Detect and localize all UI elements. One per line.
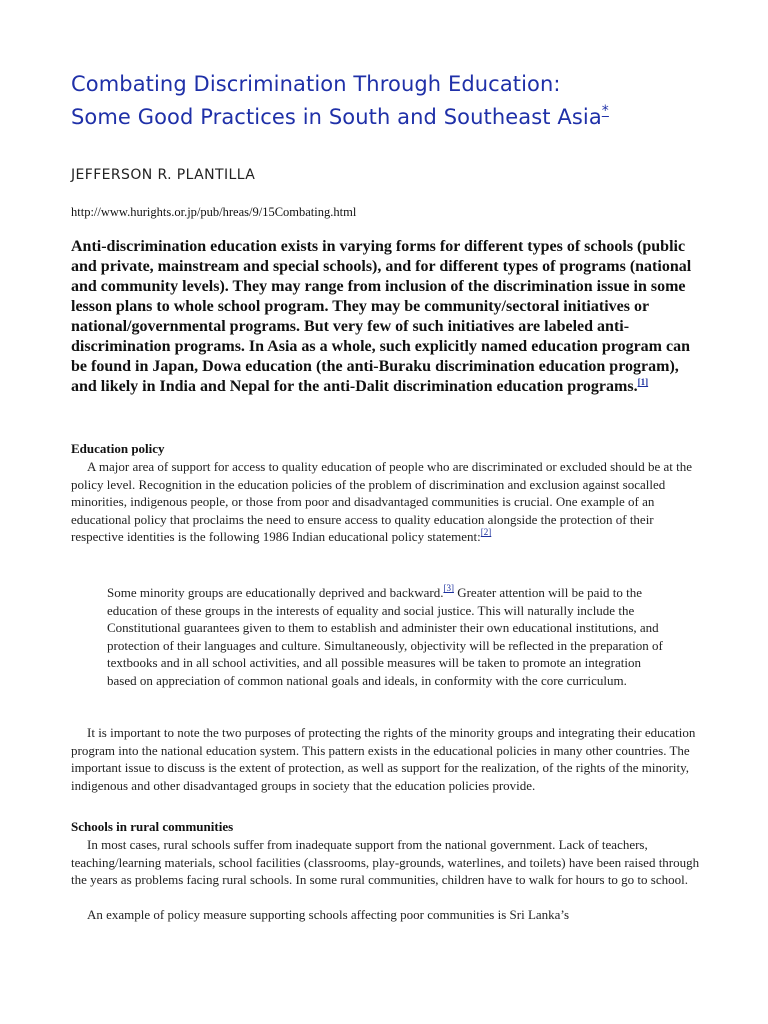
education-policy-paragraph-2: It is important to note the two purposes of protecting the rights of the minority groups and integrating their education program into the national education system. This pattern exists in the educational policies in many other countries. The important issue to discuss is the extent of protection, as well as support for the realization, of the rights of the minority, indigenous and other disadvantaged groups in society that the education policies provide. — [71, 725, 696, 793]
title-line-1: Combating Discrimination Through Education: — [71, 72, 561, 96]
policy-quote-block — [107, 584, 667, 690]
title-line-2: Some Good Practices in South and Southeast Asia — [71, 105, 602, 129]
section-heading-education-policy: Education policy — [71, 441, 165, 456]
education-policy-paragraph-1 — [71, 458, 701, 546]
lead-paragraph — [71, 237, 701, 397]
footnote-link-2[interactable]: [2] — [480, 527, 492, 538]
source-url: http://www.hurights.or.jp/pub/hreas/9/15Combating.html — [71, 205, 357, 219]
footnote-link-3[interactable]: [3] — [443, 583, 454, 593]
education-policy-text-1: A major area of support for access to quality education of people who are discriminated or excluded should be at the policy level. Recognition in the education policies of the problem of discrimination and exclusion against socalled minorities, indigenous people, or those from poor and disadvantaged communities is crucial. One example of an educational policy that proclaims the need to ensure access to quality education alongside the protection of their respective identities is the following 1986 Indian educational policy statement: — [71, 459, 693, 545]
section-heading-rural-schools: Schools in rural communities — [71, 819, 234, 834]
lead-text: Anti-discrimination education exists in varying forms for different types of schools (public and private, mainstream and special schools), and for different types of programs (national and community levels). They may range from inclusion of the discrimination issue in some lesson plans to whole school program. They may be community/sectoral initiatives or national/governmental programs. But very few of such initiatives are labeled anti-discrimination programs. In Asia as a whole, such explicitly named education program can be found in Japan, Dowa education (the anti-Buraku discrimination education program), and likely in India and Nepal for the anti-Dalit discrimination education programs. — [71, 238, 692, 395]
document-title — [71, 68, 711, 134]
author-name: JEFFERSON R. PLANTILLA — [71, 167, 256, 183]
title-footnote-link[interactable]: * — [601, 103, 609, 119]
quote-text-part-2: Greater attention will be paid to the education of these groups in the interests of equality and social justice. This will naturally include the Constitutional guarantees given to them to establish and administer their own educational institutions, and protection of their languages and culture. Simultaneously, objectivity will be reflected in the preparation of textbooks and in all school activities, and all possible measures will be taken to promote an integration based on appreciation of common national goals and ideals, in conformity with the core curriculum. — [107, 585, 663, 688]
rural-schools-paragraph-1: In most cases, rural schools suffer from inadequate support from the national government. Lack of teachers, teaching/learning materials, school facilities (classrooms, play-grounds, waterlines, and toilets) have been raised through the years as problems facing rural schools. In some rural communities, children have to walk for hours to go to school. — [71, 837, 700, 888]
rural-schools-paragraph-2: An example of policy measure supporting schools affecting poor communities is Sri Lanka’s — [87, 907, 570, 922]
quote-text-part-1: Some minority groups are educationally deprived and backward. — [107, 585, 444, 600]
footnote-link-1[interactable]: [1] — [637, 377, 649, 387]
